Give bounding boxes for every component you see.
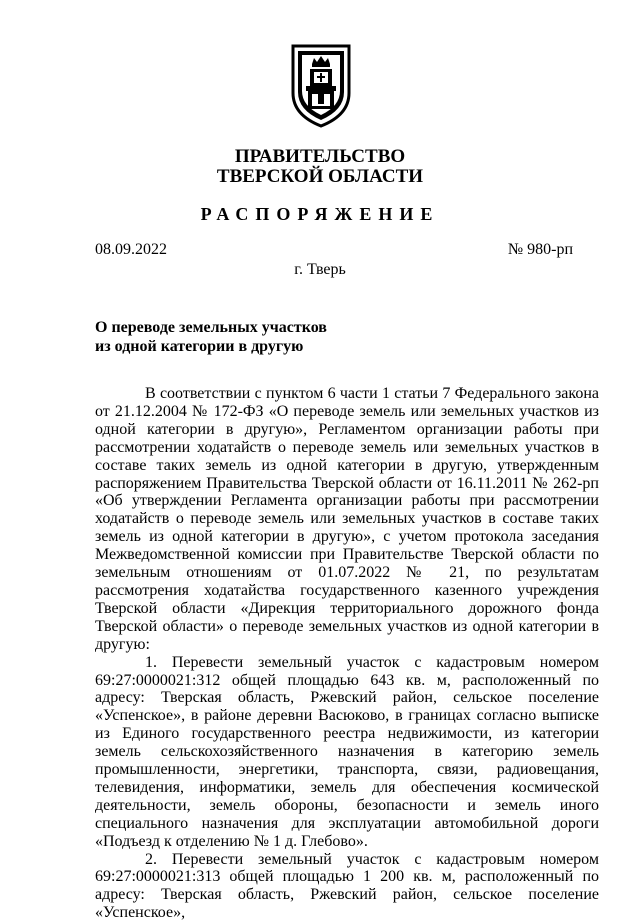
body-paragraph-item1: 1. Перевести земельный участок с кадастровым номером 69:27:0000021:312 общей площадью 643 кв. м, расположенный по адресу: Тверская область, Ржевский район, сельское поселение «Успенское», в районе деревни Васюково, в границах согласно выписке из Единого государственного реестра недвижимости, из категории земель сельскохозяйственного назначения в категорию земель промышленности, энергетики, транспорта, связи, радиовещания, телевидения, информатики, земель для обеспечения космической деятельности, земель обороны, безопасности и земель иного специального назначения для эксплуатации автомобильной дороги «Подъезд к отделению № 1 д. Глебово». <box>95 653 599 850</box>
subject-line2: из одной категории в другую <box>95 338 304 355</box>
document-body <box>95 385 599 922</box>
coat-of-arms-emblem <box>290 43 352 129</box>
subject-line1: О переводе земельных участков <box>95 319 327 336</box>
document-city: г. Тверь <box>294 261 346 278</box>
government-title-line1: ПРАВИТЕЛЬСТВО <box>234 146 406 167</box>
body-paragraph-item2: 2. Перевести земельный участок с кадастровым номером 69:27:0000021:313 общей площадью 1 200 кв. м, расположенный по адресу: Тверская область, Ржевский район, сельское поселение «Успенское», <box>95 850 599 922</box>
document-date: 08.09.2022 <box>95 241 167 258</box>
document-type-heading: РАСПОРЯЖЕНИЕ <box>200 204 440 224</box>
document-number: № 980-рп <box>507 241 573 258</box>
body-paragraph-intro: В соответствии с пунктом 6 части 1 статьи 7 Федерального закона от 21.12.2004 № 172-ФЗ «О переводе земель или земельных участков из одной категории в другую», Регламентом организации работы при рассмотрении ходатайств о переводе земель или земельных участков в составе таких земель из одной категории в другую, утвержденным распоряжением Правительства Тверской области от 16.11.2011 № 262-рп «Об утверждении Регламента организации работы при рассмотрении ходатайств о переводе земель или земельных участков в составе таких земель из одной категории в другую», с учетом протокола заседания Межведомственной комиссии при Правительстве Тверской области по земельным отношениям от 01.07.2022 № 21, по результатам рассмотрения ходатайства государственного казенного учреждения Тверской области «Дирекция территориального дорожного фонда Тверской области» о переводе земельных участков из одной категории в другую: <box>95 385 599 653</box>
government-title-line2: ТВЕРСКОЙ ОБЛАСТИ <box>216 166 424 187</box>
document-subject <box>95 318 327 356</box>
